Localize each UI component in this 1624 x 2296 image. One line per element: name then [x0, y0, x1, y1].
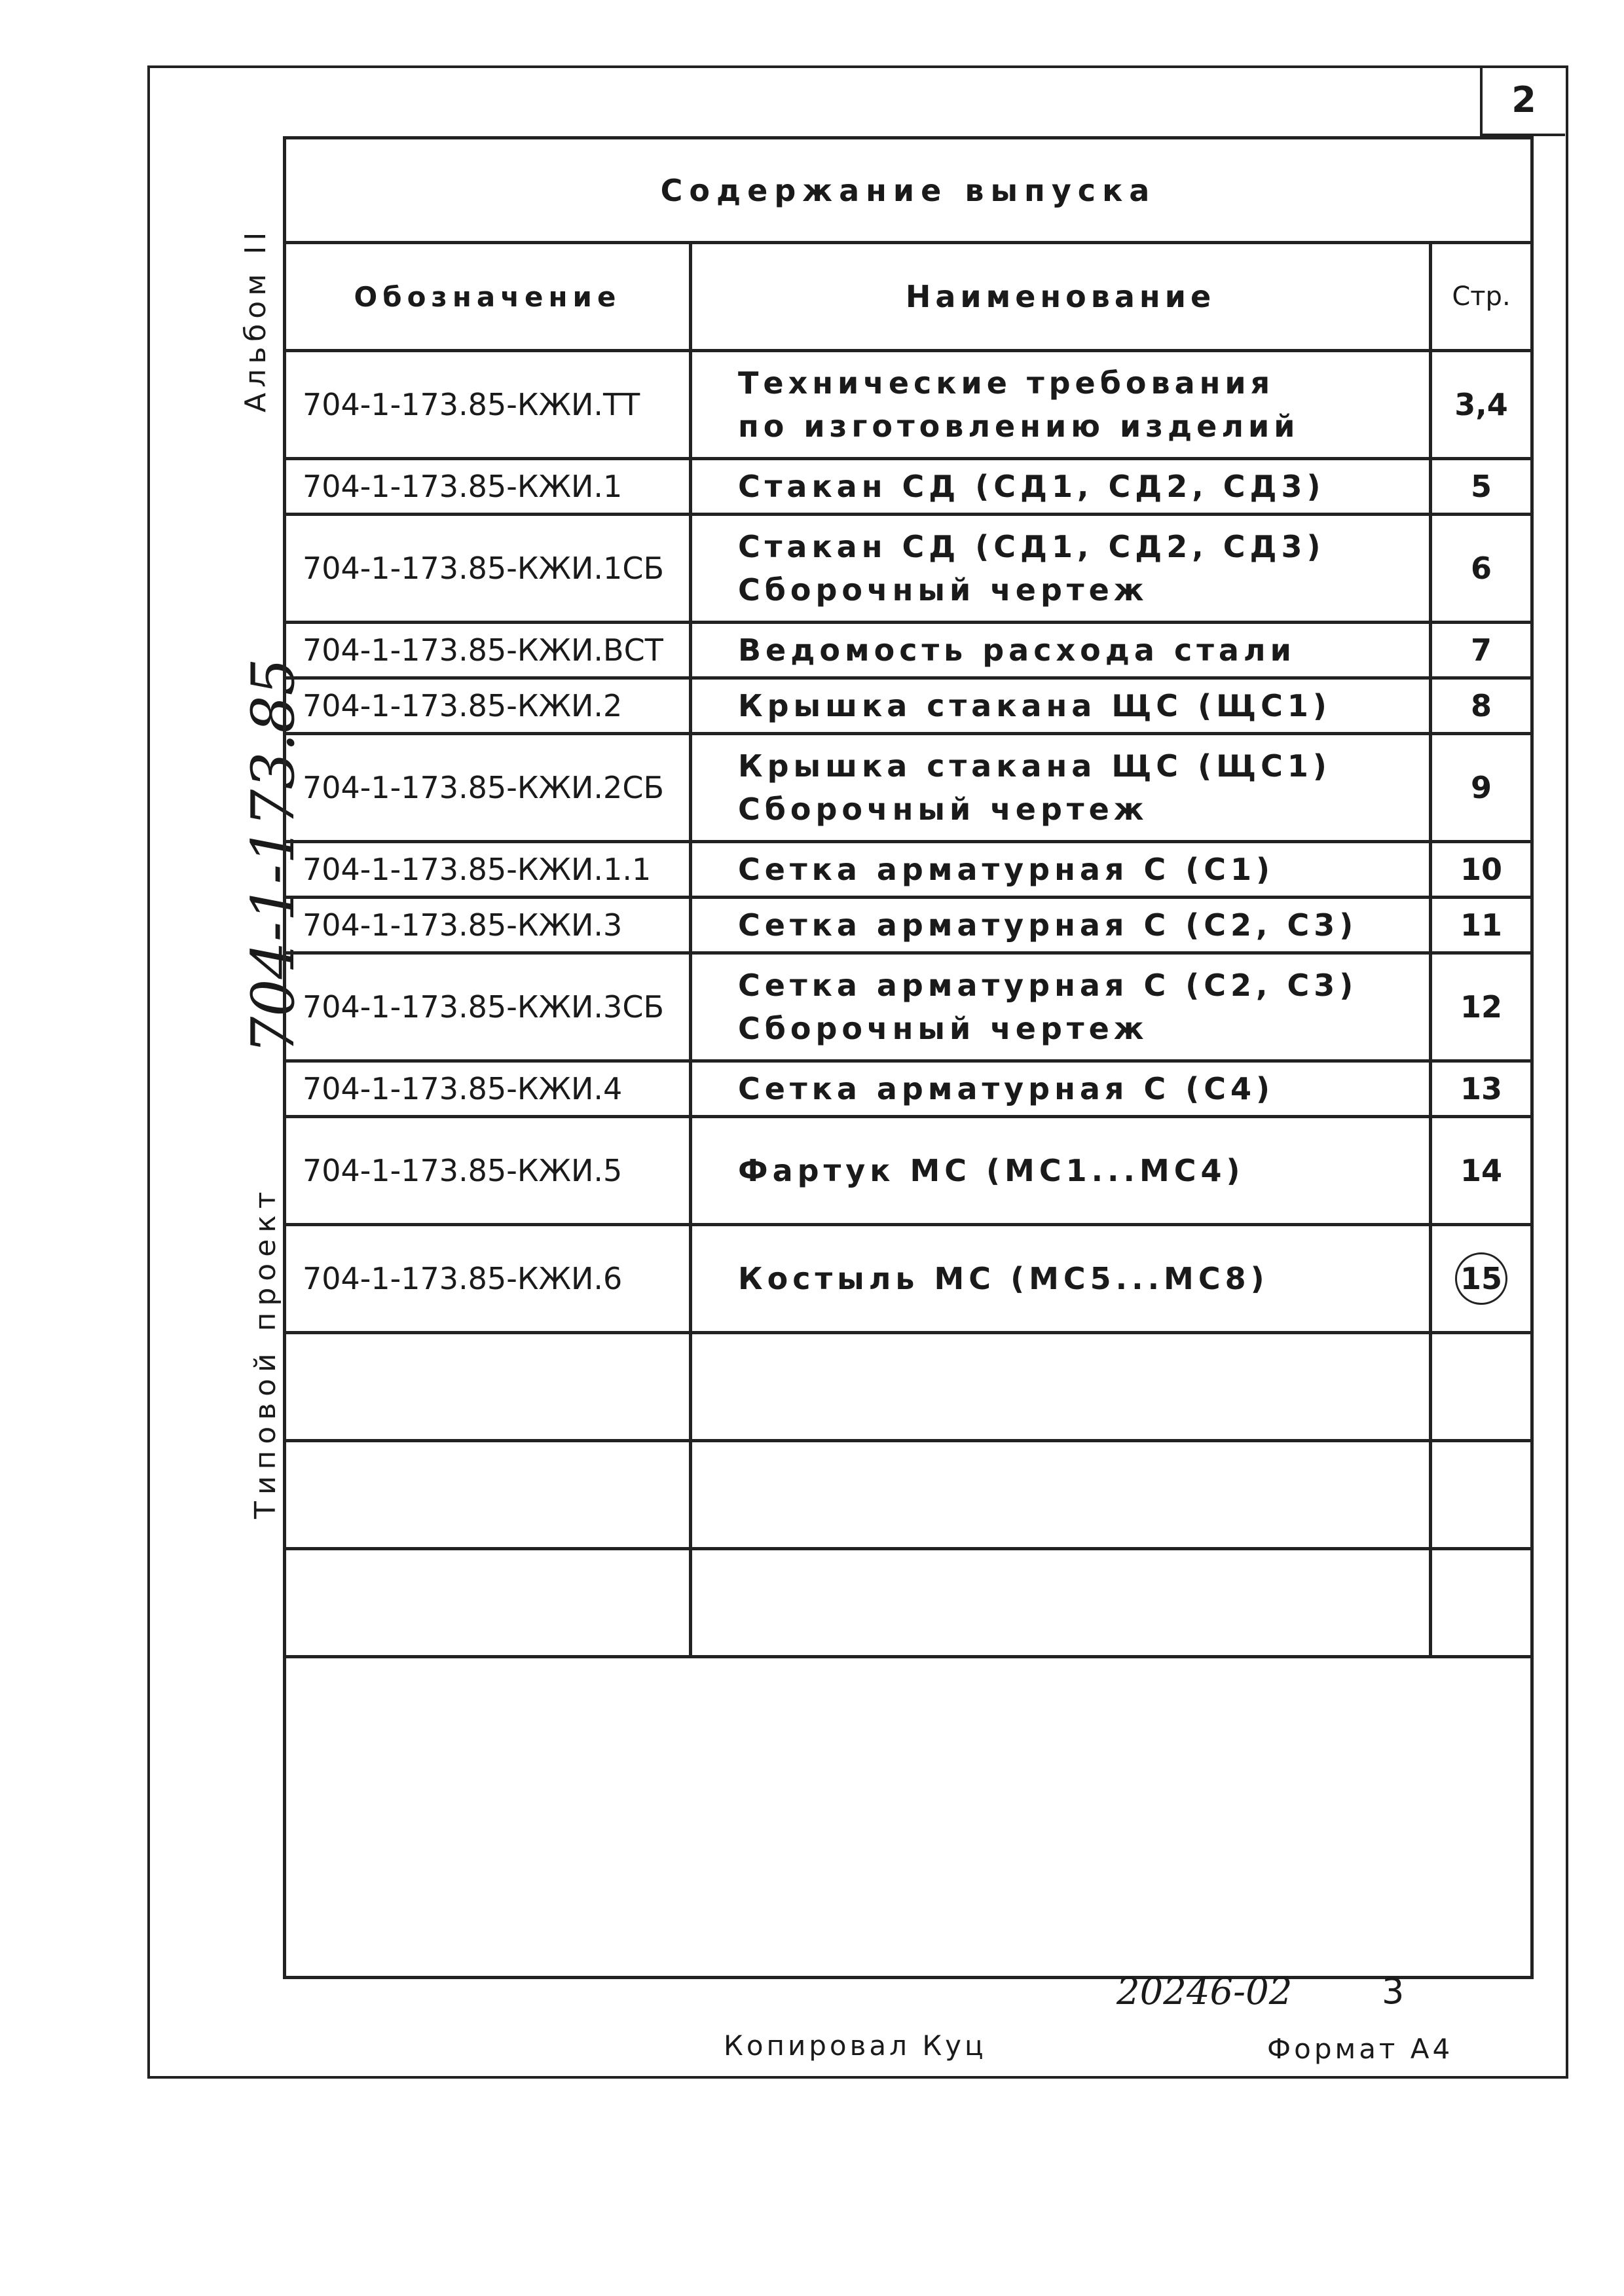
row-name — [692, 1118, 1432, 1223]
row-designation: 704-1-173.85-КЖИ.3 — [286, 899, 692, 951]
row-name — [692, 843, 1432, 896]
row-page: 5 — [1470, 469, 1492, 504]
table-row — [286, 352, 1530, 460]
empty-cell — [286, 1550, 692, 1655]
archive-number: 20246-02 — [1116, 1971, 1293, 2013]
empty-cell — [692, 1334, 1432, 1439]
empty-cell — [286, 1334, 692, 1439]
page-title: Содержание выпуска — [286, 139, 1530, 244]
table-row — [286, 899, 1530, 955]
row-name-line: Сетка арматурная С (С4) — [738, 1071, 1275, 1106]
row-name — [692, 1226, 1432, 1331]
table-row — [286, 1226, 1530, 1334]
project-type-label: Типовой проект — [249, 1185, 282, 1519]
row-page: 11 — [1460, 907, 1502, 943]
row-name-line: Технические требования — [738, 365, 1275, 401]
row-name-line: Стакан СД (СД1, СД2, СД3) — [738, 469, 1325, 504]
row-name — [692, 1063, 1432, 1115]
contents-frame — [283, 136, 1534, 1979]
contents-table — [286, 244, 1530, 1658]
row-page: 14 — [1460, 1153, 1502, 1188]
row-page: 3,4 — [1454, 387, 1508, 422]
row-designation: 704-1-173.85-КЖИ.4 — [286, 1063, 692, 1115]
row-name-line: по изготовлению изделий — [738, 409, 1300, 444]
table-row — [286, 1118, 1530, 1226]
row-name-line: Фартук МС (МС1...МС4) — [738, 1153, 1245, 1188]
row-designation: 704-1-173.85-КЖИ.ВСТ — [286, 624, 692, 676]
row-name-line: Ведомость расхода стали — [738, 632, 1296, 668]
row-page: 9 — [1470, 770, 1492, 805]
header-name: Наименование — [692, 244, 1432, 349]
row-name — [692, 460, 1432, 513]
album-label: Альбом II — [239, 227, 272, 412]
row-designation: 704-1-173.85-КЖИ.2СБ — [286, 735, 692, 840]
row-name-line: Сборочный чертеж — [738, 792, 1149, 827]
row-designation: 704-1-173.85-КЖИ.1 — [286, 460, 692, 513]
row-name — [692, 955, 1432, 1059]
row-page: 15 — [1455, 1252, 1507, 1305]
row-designation: 704-1-173.85-КЖИ.5 — [286, 1118, 692, 1223]
project-code-label: 704-1-173.85 — [239, 658, 308, 1054]
empty-cell — [286, 1442, 692, 1547]
row-name-line: Костыль МС (МС5...МС8) — [738, 1261, 1269, 1296]
row-name-line: Сетка арматурная С (С2, С3) — [738, 968, 1358, 1003]
table-row — [286, 955, 1530, 1063]
empty-cell — [1432, 1442, 1530, 1547]
row-page: 10 — [1460, 852, 1502, 887]
header-designation: Обозначение — [286, 244, 692, 349]
row-name-line: Сборочный чертеж — [738, 572, 1149, 608]
row-name-line: Сетка арматурная С (С1) — [738, 852, 1275, 887]
empty-cell — [692, 1442, 1432, 1547]
table-row — [286, 516, 1530, 624]
row-designation: 704-1-173.85-КЖИ.3СБ — [286, 955, 692, 1059]
paper-format: Формат А4 — [1267, 2033, 1454, 2065]
row-name — [692, 516, 1432, 621]
row-page: 7 — [1470, 632, 1492, 668]
row-name — [692, 680, 1432, 732]
table-row — [286, 460, 1530, 516]
row-page: 13 — [1460, 1071, 1502, 1106]
row-name-line: Крышка стакана ЩС (ЩС1) — [738, 688, 1331, 723]
empty-row — [286, 1550, 1530, 1658]
table-row — [286, 843, 1530, 899]
row-designation: 704-1-173.85-КЖИ.2 — [286, 680, 692, 732]
empty-row — [286, 1334, 1530, 1442]
header-page: Стр. — [1452, 282, 1511, 312]
empty-cell — [1432, 1550, 1530, 1655]
row-designation: 704-1-173.85-КЖИ.6 — [286, 1226, 692, 1331]
table-header — [286, 244, 1530, 352]
table-row — [286, 735, 1530, 843]
table-row — [286, 1063, 1530, 1118]
table-row — [286, 624, 1530, 680]
row-page-cell — [1432, 1226, 1530, 1331]
row-page: 6 — [1470, 551, 1492, 586]
row-name-line: Стакан СД (СД1, СД2, СД3) — [738, 529, 1325, 564]
row-designation: 704-1-173.85-КЖИ.ТТ — [286, 352, 692, 457]
empty-row — [286, 1442, 1530, 1550]
row-page: 12 — [1460, 989, 1502, 1025]
row-name — [692, 624, 1432, 676]
row-name-line: Сборочный чертеж — [738, 1011, 1149, 1046]
empty-cell — [692, 1550, 1432, 1655]
table-row — [286, 680, 1530, 735]
page-number: 2 — [1480, 65, 1565, 136]
row-name — [692, 899, 1432, 951]
row-name-line: Крышка стакана ЩС (ЩС1) — [738, 748, 1331, 784]
row-page: 8 — [1470, 688, 1492, 723]
empty-cell — [1432, 1334, 1530, 1439]
row-designation: 704-1-173.85-КЖИ.1СБ — [286, 516, 692, 621]
copied-by: Копировал Куц — [724, 2030, 987, 2062]
row-name — [692, 352, 1432, 457]
row-designation: 704-1-173.85-КЖИ.1.1 — [286, 843, 692, 896]
row-name — [692, 735, 1432, 840]
archive-page: 3 — [1382, 1971, 1405, 2012]
row-name-line: Сетка арматурная С (С2, С3) — [738, 907, 1358, 943]
